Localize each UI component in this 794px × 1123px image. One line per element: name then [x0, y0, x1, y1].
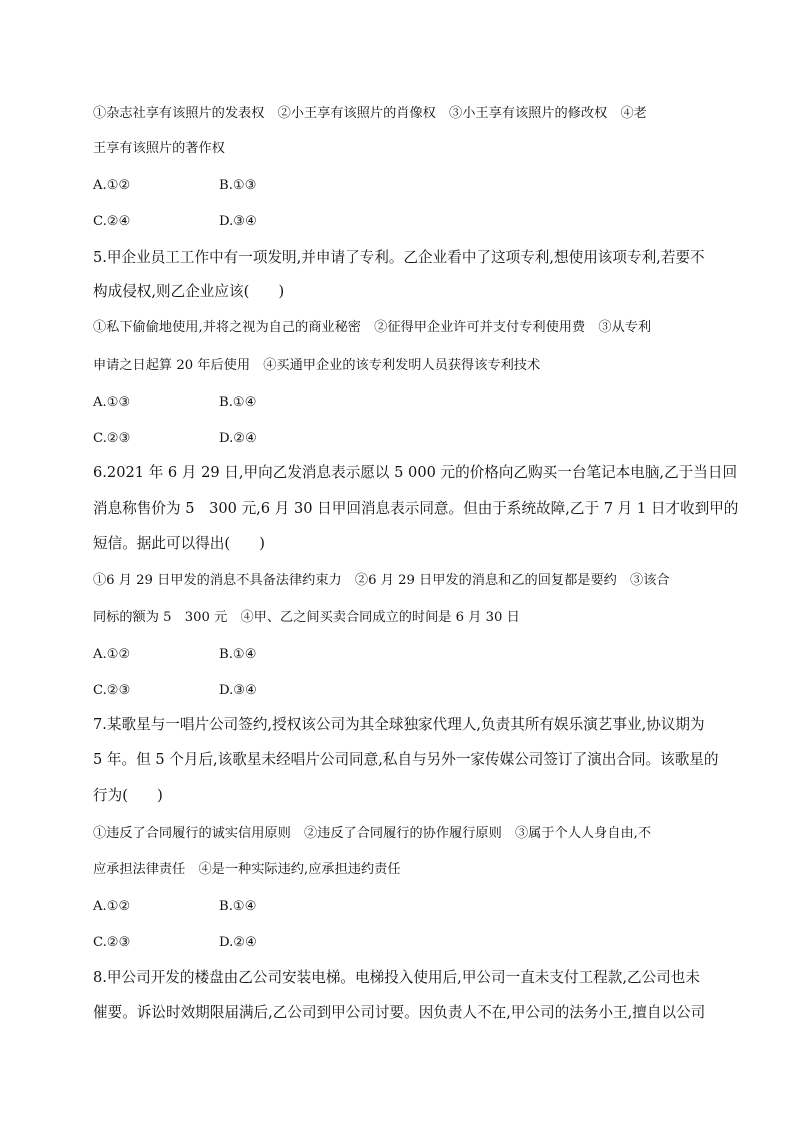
q6-option-b: B.①④ — [219, 647, 257, 662]
q4-option-c: C.②④ — [93, 214, 131, 229]
q5-option-row-2 — [93, 429, 257, 449]
q6-option-row-2 — [93, 681, 257, 701]
q7-stem-line-3: 行为( ) — [93, 787, 163, 804]
q4-choice-line-1: ①杂志社享有该照片的发表权 ②小王享有该照片的肖像权 ③小王享有该照片的修改权 ④老 — [93, 106, 647, 121]
q7-option-c: C.②③ — [93, 935, 131, 950]
q7-option-b: B.①④ — [219, 899, 257, 914]
q5-option-a: A.①③ — [93, 395, 131, 410]
q6-option-c: C.②③ — [93, 683, 131, 698]
q6-stem-line-1: 6.2021 年 6 月 29 日,甲向乙发消息表示愿以 5 000 元的价格向乙购买一台笔记本电脑,乙于当日回 — [93, 464, 738, 481]
q4-option-b: B.①③ — [219, 178, 257, 193]
q7-choice-line-2: 应承担法律责任 ④是一种实际违约,应承担违约责任 — [93, 862, 401, 877]
q7-choice-line-1: ①违反了合同履行的诚实信用原则 ②违反了合同履行的协作履行原则 ③属于个人人身自由,不 — [93, 826, 652, 841]
q5-stem-line-2: 构成侵权,则乙企业应该( ) — [93, 283, 285, 300]
q6-choice-line-2: 同标的额为 5 300 元 ④甲、乙之间买卖合同成立的时间是 6 月 30 日 — [93, 610, 520, 625]
q4-option-row-1 — [93, 176, 257, 196]
q7-option-row-1 — [93, 897, 257, 917]
q5-option-row-1 — [93, 393, 257, 413]
q6-stem-line-2: 消息称售价为 5 300 元,6 月 30 日甲回消息表示同意。但由于系统故障,乙于 7 月 1 日才收到甲的 — [93, 500, 739, 517]
q7-option-a: A.①② — [93, 899, 131, 914]
q6-option-row-1 — [93, 645, 257, 665]
q4-option-d: D.③④ — [219, 214, 257, 229]
q5-stem-line-1: 5.甲企业员工工作中有一项发明,并申请了专利。乙企业看中了这项专利,想使用该项专利,若要不 — [93, 249, 705, 266]
q7-stem-line-1: 7.某歌星与一唱片公司签约,授权该公司为其全球独家代理人,负责其所有娱乐演艺事业,协议期为 — [93, 716, 705, 733]
q8-stem-line-2: 催要。诉讼时效期限届满后,乙公司到甲公司讨要。因负责人不在,甲公司的法务小王,擅自以公司 — [93, 1004, 706, 1021]
q7-option-row-2 — [93, 933, 257, 953]
q6-option-a: A.①② — [93, 647, 131, 662]
q5-option-c: C.②③ — [93, 431, 131, 446]
q7-option-d: D.②④ — [219, 935, 257, 950]
q5-option-b: B.①④ — [219, 395, 257, 410]
q6-choice-line-1: ①6 月 29 日甲发的消息不具备法律约束力 ②6 月 29 日甲发的消息和乙的回复都是要约 ③该合 — [93, 573, 670, 588]
q5-option-d: D.②④ — [219, 431, 257, 446]
q4-option-a: A.①② — [93, 178, 131, 193]
q4-option-row-2 — [93, 212, 257, 232]
q6-option-d: D.③④ — [219, 683, 257, 698]
q8-stem-line-1: 8.甲公司开发的楼盘由乙公司安装电梯。电梯投入使用后,甲公司一直未支付工程款,乙公司也未 — [93, 969, 700, 986]
q4-choice-line-2: 王享有该照片的著作权 — [93, 141, 225, 156]
q6-stem-line-3: 短信。据此可以得出( ) — [93, 535, 265, 552]
q7-stem-line-2: 5 年。但 5 个月后,该歌星未经唱片公司同意,私自与另外一家传媒公司签订了演出合同。该歌星的 — [93, 751, 719, 768]
q5-choice-line-2: 申请之日起算 20 年后使用 ④买通甲企业的该专利发明人员获得该专利技术 — [93, 358, 541, 373]
q5-choice-line-1: ①私下偷偷地使用,并将之视为自己的商业秘密 ②征得甲企业许可并支付专利使用费 ③从专利 — [93, 320, 652, 335]
